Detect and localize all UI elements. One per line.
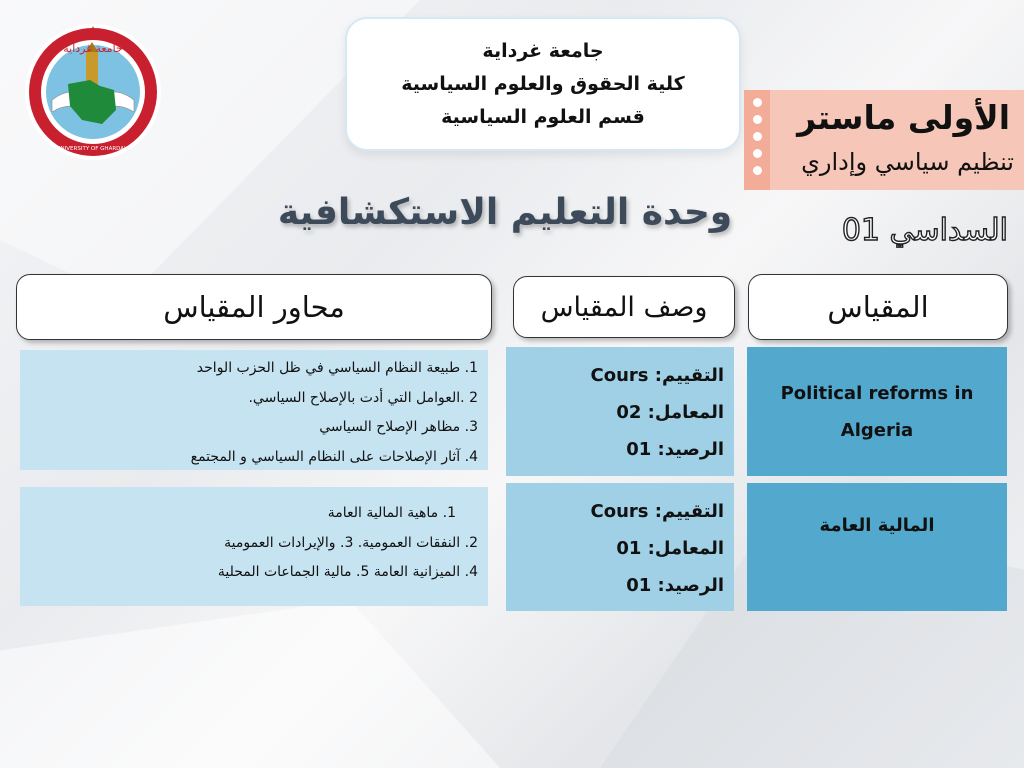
unit-title: وحدة التعليم الاستكشافية — [277, 192, 733, 233]
column-header-subject: المقياس — [748, 274, 1008, 340]
axis-item: 3. مظاهر الإصلاح السياسي — [319, 419, 478, 435]
subject-name: Political reforms in Algeria — [780, 382, 974, 441]
subject-name: المالية العامة — [819, 515, 935, 536]
semester-label: السداسي 01 — [841, 213, 1008, 248]
axis-item: 2. النفقات العمومية. 3. والإيرادات العمومية — [224, 534, 478, 551]
subject-cell — [747, 483, 1007, 611]
program-badge — [744, 90, 1024, 190]
coefficient-text: المعامل: 02 — [616, 402, 724, 423]
university-logo — [20, 22, 166, 162]
faculty-name: كلية الحقوق والعلوم السياسية — [401, 72, 685, 95]
program-specialty: تنظيم سياسي وإداري — [801, 148, 1014, 176]
logo-arabic-text: جامعة غرداية — [63, 42, 123, 55]
axis-item: 1. ماهية المالية العامة — [327, 505, 456, 521]
axis-item: 4. آثار الإصلاحات على النظام السياسي و المجتمع — [190, 448, 478, 465]
badge-dots-decoration — [744, 90, 770, 190]
column-header-description: وصف المقياس — [513, 276, 735, 338]
evaluation-text: التقييم: Cours — [590, 501, 724, 522]
credit-text: الرصيد: 01 — [626, 575, 724, 596]
credit-text: الرصيد: 01 — [626, 439, 724, 460]
evaluation-text: التقييم: Cours — [590, 365, 724, 386]
column-header-axes: محاور المقياس — [16, 274, 492, 340]
axis-item: 2 .العوامل التي أدت بالإصلاح السياسي. — [248, 389, 478, 406]
axis-item: 4. الميزانية العامة 5. مالية الجماعات المحلية — [217, 564, 478, 580]
description-cell — [506, 483, 734, 611]
axes-cell — [20, 487, 488, 606]
coefficient-text: المعامل: 01 — [616, 538, 724, 559]
axis-item: 1. طبيعة النظام السياسي في ظل الحزب الواحد — [196, 360, 478, 376]
department-name: قسم العلوم السياسية — [441, 105, 645, 128]
description-cell — [506, 347, 734, 476]
program-level: الأولى ماستر — [797, 98, 1010, 137]
axes-cell — [20, 350, 488, 470]
logo-latin-text: UNIVERSITY OF GHARDAIA — [56, 146, 130, 152]
university-name: جامعة غرداية — [482, 39, 604, 62]
subject-cell — [747, 347, 1007, 476]
institution-header — [345, 17, 741, 151]
